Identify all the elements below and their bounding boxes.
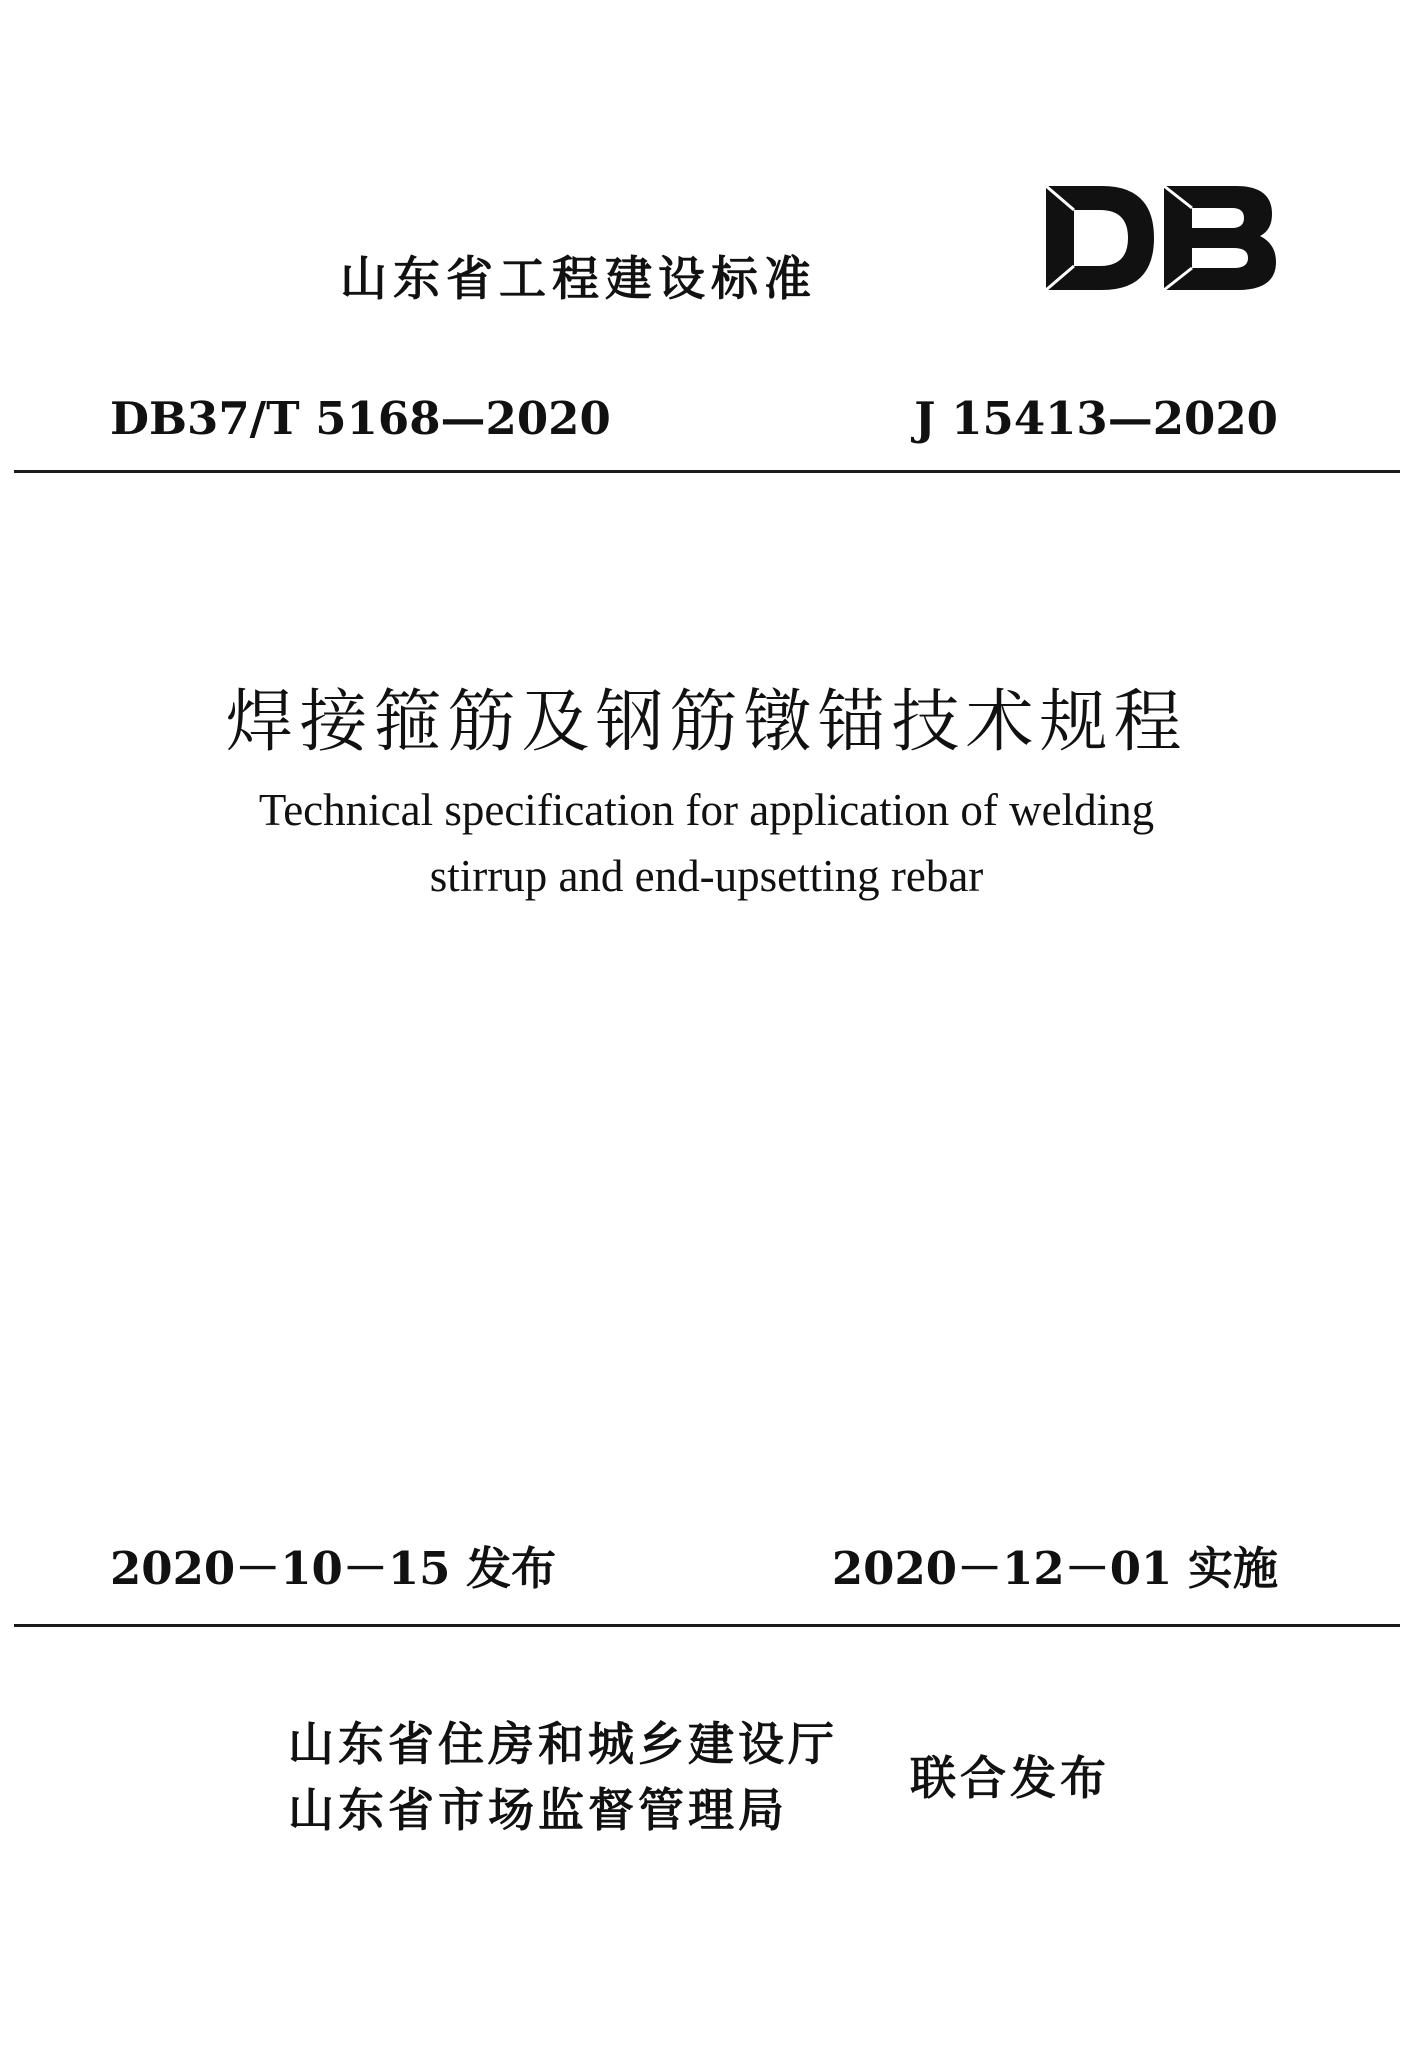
issuer-market-supervision-bureau: 山东省市场监督管理局 bbox=[288, 1783, 788, 1837]
bottom-divider bbox=[14, 1624, 1400, 1627]
top-divider bbox=[14, 470, 1400, 473]
j-standard-code: J 15413—2020 bbox=[914, 392, 1278, 445]
issuer-housing-department: 山东省住房和城乡建设厅 bbox=[288, 1717, 838, 1771]
title-english-line2: stirrup and end-upsetting rebar bbox=[429, 851, 984, 901]
title-english-line1: Technical specification for application of welding bbox=[258, 785, 1155, 835]
title-chinese: 焊接箍筋及钢筋镦锚技术规程 bbox=[225, 683, 1188, 762]
db-logo bbox=[1040, 178, 1280, 298]
joint-publication-label: 联合发布 bbox=[910, 1751, 1110, 1805]
implementation-date: 2020－12－01 实施 bbox=[831, 1542, 1278, 1595]
issue-date: 2020－10－15 发布 bbox=[110, 1542, 557, 1595]
standard-series-label: 山东省工程建设标准 bbox=[340, 252, 817, 307]
db-standard-code: DB37/T 5168—2020 bbox=[110, 392, 611, 445]
